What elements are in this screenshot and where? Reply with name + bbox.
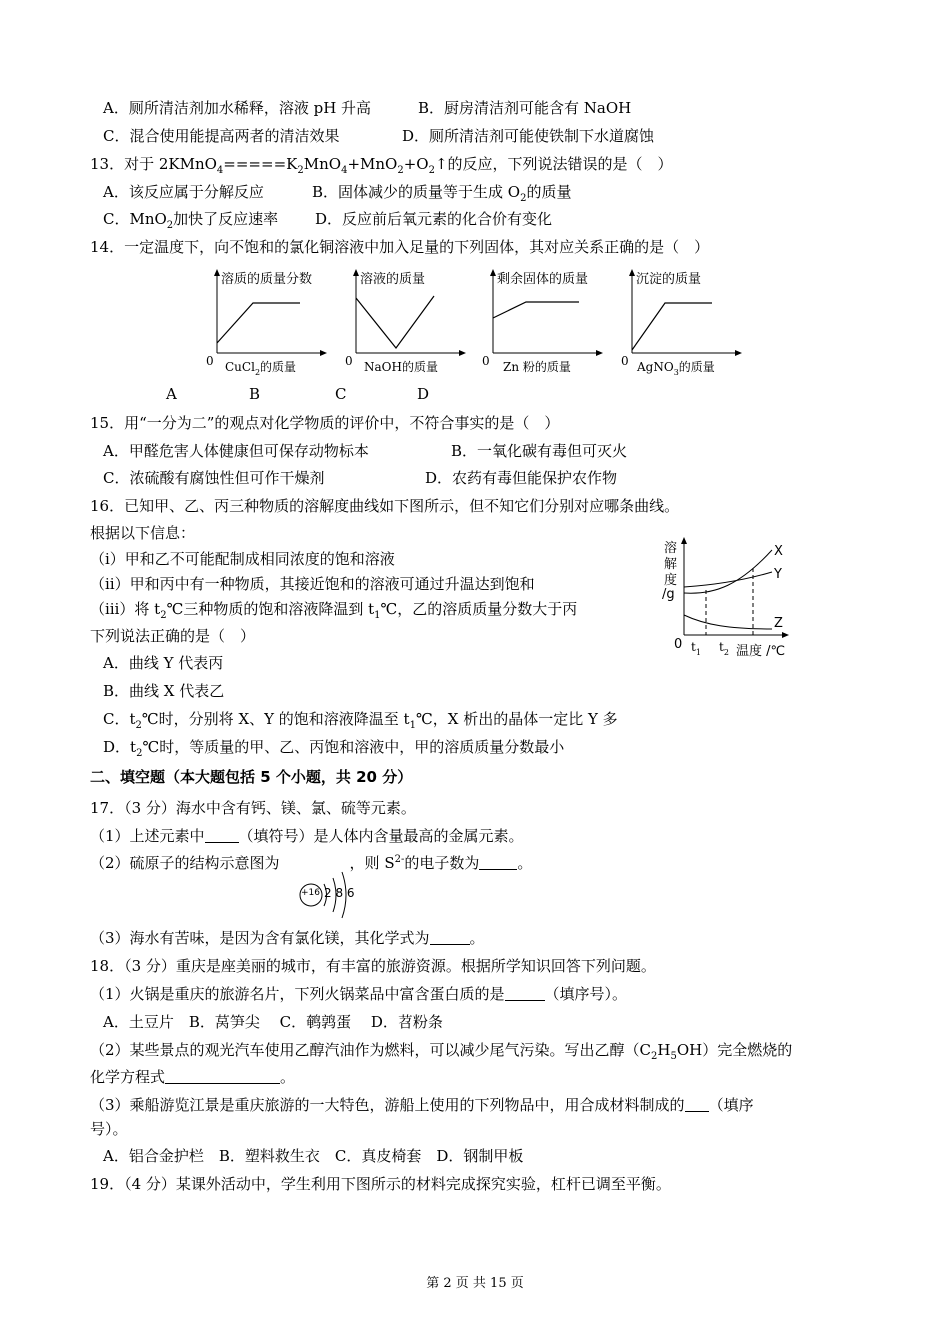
q14-graph-b-origin: 0: [345, 354, 353, 368]
q14-graph-c-origin: 0: [482, 354, 490, 368]
q12-option-b: B．厨房清洁剂可能含有 NaOH: [418, 99, 632, 117]
q15-stem: 15．用“一分为二”的观点对化学物质的评价中，不符合事实的是（ ）: [90, 414, 560, 432]
q16-xlabel: 温度 /℃: [736, 644, 786, 659]
q14-graph-b-curve: [356, 296, 434, 348]
q16-option-d: D．$t_2℃$时，等质量的甲、乙、丙饱和溶液中，甲的溶质质量分数最小: [103, 738, 565, 759]
q18-blank-3[interactable]: [685, 1097, 709, 1112]
q13-stem: 13．对于 $2KMnO_4=====K_2MnO_4+MnO_2+O_2↑$的反应，下列说法错误的是（ ）: [90, 155, 673, 176]
q16-curve-z: [684, 615, 772, 629]
sulfur-shell-electrons: 2 8 6: [324, 886, 355, 900]
q16-option-a: A．曲线 Y 代表丙: [103, 654, 224, 672]
page-footer: 第 2 页 共 15 页: [426, 1276, 524, 1291]
q14-graph-d-curve: [632, 303, 712, 350]
q14-graph-b-xlabel: NaOH的质量: [364, 360, 438, 374]
q13-option-c: C．MnO$_2$加快了反应速率: [103, 210, 279, 231]
q17-stem: 17．（3 分）海水中含有钙、镁、氯、硫等元素。: [90, 799, 416, 817]
q17-blank-1[interactable]: [205, 828, 239, 843]
sulfur-nucleus-charge: +16: [301, 888, 320, 898]
q14-graph-a-title: 溶质的质量分数: [221, 272, 313, 287]
q16-ylabel-2: 解: [664, 557, 678, 572]
q14-label-a: A: [166, 385, 177, 403]
q16-option-b: B．曲线 X 代表乙: [103, 682, 225, 700]
q19-stem: 19．（4 分）某课外活动中，学生利用下图所示的材料完成探究实验，杠杆已调至平衡。: [90, 1175, 671, 1193]
q14-graph-a-origin: 0: [206, 354, 214, 368]
q18-part-1: （1）火锅是重庆的旅游名片，下列火锅菜品中富含蛋白质的是 （填序号）。: [90, 985, 628, 1003]
q14-graph-b-title: 溶液的质量: [360, 272, 426, 287]
q14-graph-a-xlabel: CuCl$_2$的质量: [225, 360, 297, 377]
q18-blank-2[interactable]: [165, 1069, 280, 1084]
q15-option-b: B．一氧化碳有毒但可灭火: [451, 442, 628, 460]
q18-stem: 18．（3 分）重庆是座美丽的城市，有丰富的旅游资源。根据所学知识回答下列问题。: [90, 957, 656, 975]
q14-label-d: D: [417, 385, 430, 403]
q17-part-1: （1）上述元素中 （填符号）是人体内含量最高的金属元素。: [90, 827, 524, 845]
q14-label-b: B: [249, 385, 261, 403]
q18-part-2-line-2: 化学方程式 。: [90, 1068, 296, 1086]
q13-option-d: D．反应前后氧元素的化合价有变化: [315, 210, 553, 228]
q14-label-c: C: [335, 385, 347, 403]
q17-blank-2[interactable]: [479, 855, 517, 870]
q12-option-a: A．厕所清洁剂加水稀释，溶液 pH 升高: [103, 99, 372, 117]
q18-part-2-line-1: （2）某些景点的观光汽车使用乙醇汽油作为燃料，可以减少尾气污染。写出乙醇$(C_2H_5OH)$完全燃烧的: [90, 1041, 793, 1062]
q16-info-3: （ⅲ）将 $t_2℃$三种物质的饱和溶液降温到 $t_1℃$，乙的溶质质量分数大于丙: [90, 600, 578, 621]
q18-part-3-line-2: 号）。: [90, 1120, 128, 1138]
q16-label-z: Z: [774, 616, 783, 631]
q14-graph-d-origin: 0: [621, 354, 629, 368]
q16-stem: 16．已知甲、乙、丙三种物质的溶解度曲线如下图所示，但不知它们分别对应哪条曲线。: [90, 497, 680, 515]
q15-option-d: D．农药有毒但能保护农作物: [425, 469, 618, 487]
q16-option-c: C．$t_2℃$时，分别将 X、Y 的饱和溶液降温至 $t_1℃$，X 析出的晶体一定比 Y 多: [103, 710, 618, 731]
q14-graph-a-curve: [217, 303, 300, 343]
q16-t2: $t_2$: [719, 640, 729, 657]
q14-stem: 14．一定温度下，向不饱和的氯化铜溶液中加入足量的下列固体，其对应关系正确的是（ ）: [90, 238, 710, 256]
q14-graph-c-title: 剩余固体的质量: [497, 272, 589, 287]
q18-part-3-line-1: （3）乘船游览江景是重庆旅游的一大特色，游船上使用的下列物品中，用合成材料制成的 （填序: [90, 1096, 754, 1114]
q18-part-1-options: A．土豆片 B．莴笋尖 C．鹌鹑蛋 D．苕粉条: [103, 1013, 443, 1031]
q17-part-2: （2）硫原子的结构示意图为 ，则 $S^{2-}$的电子数为 。: [90, 854, 533, 872]
q16-t1: $t_1$: [691, 640, 701, 657]
q16-info-1: （ⅰ）甲和乙不可能配制成相同浓度的饱和溶液: [90, 550, 395, 568]
q16-info: 根据以下信息：: [90, 524, 196, 542]
q12-option-d: D．厕所清洁剂可能使铁制下水道腐蚀: [402, 127, 655, 145]
q18-part-3-options: A．铝合金护栏 B．塑料救生衣 C．真皮椅套 D．钢制甲板: [103, 1147, 524, 1165]
q16-curve-x: [684, 550, 772, 593]
section-2-title: 二、填空题（本大题包括 5 个小题，共 20 分）: [90, 768, 413, 786]
q13-option-a: A．该反应属于分解反应: [103, 183, 264, 201]
q13-option-b: B．固体减少的质量等于生成 $O_2$的质量: [312, 183, 572, 204]
q16-ylabel-1: 溶: [664, 541, 678, 556]
q16-ask: 下列说法正确的是（ ）: [90, 627, 256, 645]
q16-origin: 0: [674, 637, 683, 652]
q15-option-c: C．浓硫酸有腐蚀性但可作干燥剂: [103, 469, 325, 487]
q17-blank-3[interactable]: [430, 930, 470, 945]
q16-ylabel-4: /g: [662, 587, 675, 602]
q12-option-c: C．混合使用能提高两者的清洁效果: [103, 127, 340, 145]
q17-part-3: （3）海水有苦味，是因为含有氯化镁，其化学式为 。: [90, 929, 485, 947]
q16-info-2: （ⅱ）甲和丙中有一种物质，其接近饱和的溶液可通过升温达到饱和: [90, 575, 535, 593]
q14-graph-d-title: 沉淀的质量: [636, 272, 702, 287]
q16-label-x: X: [774, 544, 783, 559]
q14-graph-c-curve: [493, 302, 579, 318]
q15-option-a: A．甲醛危害人体健康但可保存动物标本: [103, 442, 369, 460]
q16-label-y: Y: [774, 567, 782, 582]
q14-graph-d-xlabel: AgNO$_3$的质量: [637, 360, 715, 377]
q16-ylabel-3: 度: [664, 573, 678, 588]
q14-graph-c-xlabel: Zn 粉的质量: [503, 360, 571, 374]
q18-blank-1[interactable]: [505, 986, 545, 1001]
